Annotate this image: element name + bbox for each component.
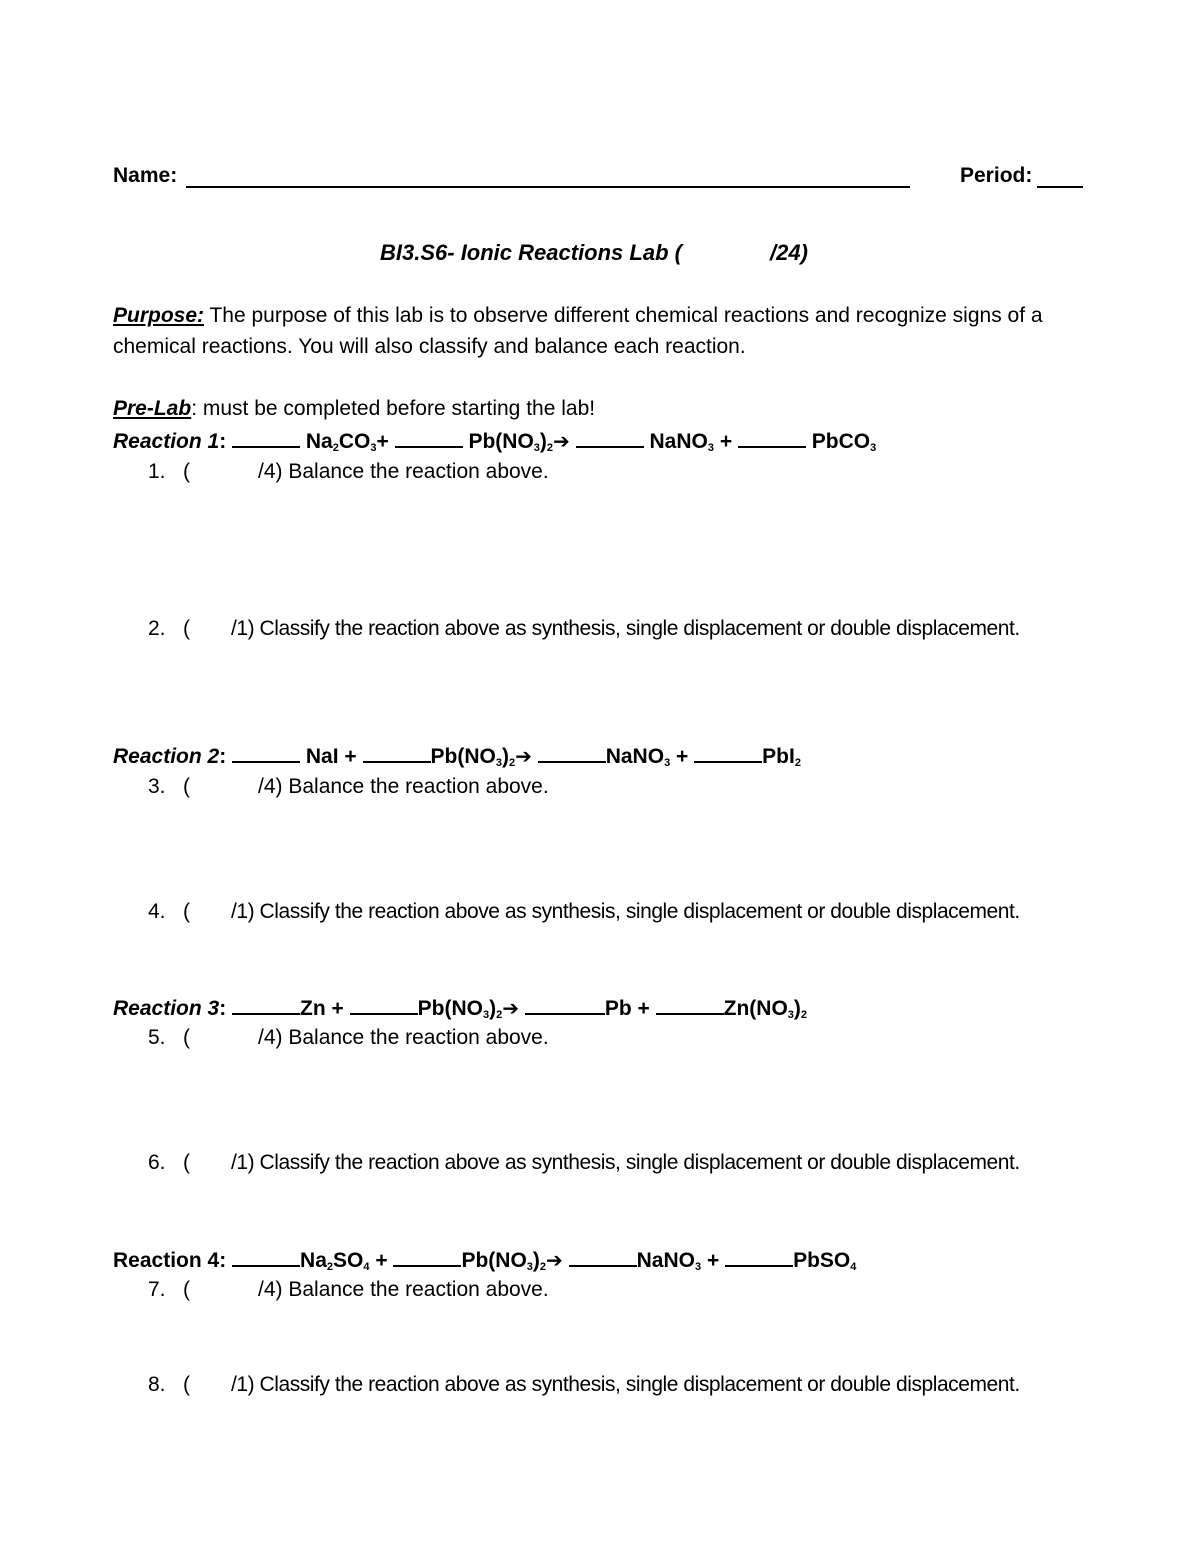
coefficient-blank[interactable]	[232, 428, 300, 448]
subscript: 2	[508, 757, 516, 769]
question-5-text: /4) Balance the reaction above.	[258, 1026, 549, 1049]
subscript: 2	[794, 757, 801, 769]
formula-part: PbCO	[811, 430, 871, 453]
coefficient-blank[interactable]	[363, 743, 431, 763]
purpose-text: The purpose of this lab is to observe different chemical reactions and recognize signs of a	[204, 304, 1043, 327]
purpose-line2: chemical reactions. You will also classify and balance each reaction.	[113, 335, 746, 358]
reaction-label: Reaction 2	[113, 745, 220, 768]
plus-sign: +	[719, 430, 733, 453]
question-4-open: (	[183, 900, 190, 923]
formula-part: Pb(NO	[430, 745, 496, 768]
coefficient-blank[interactable]	[232, 995, 300, 1015]
formula-part: Na	[300, 1249, 327, 1272]
question-6-text: /1) Classify the reaction above as synthesis, single displacement or double displacement.	[231, 1151, 1020, 1174]
subscript: 2	[539, 1261, 547, 1273]
coefficient-blank[interactable]	[725, 1247, 793, 1267]
name-blank[interactable]	[186, 186, 910, 188]
formula-part: Pb +	[604, 997, 650, 1020]
formula-part: NaI +	[305, 745, 357, 768]
reaction-colon: :	[219, 997, 227, 1020]
question-3-open: (	[183, 775, 190, 798]
coefficient-blank[interactable]	[538, 743, 606, 763]
question-7-open: (	[183, 1278, 190, 1301]
subscript: 2	[546, 442, 554, 454]
formula-part: )	[501, 745, 509, 768]
question-8-text: /1) Classify the reaction above as synthesis, single displacement or double displacement.	[231, 1373, 1020, 1396]
formula-part: Zn +	[300, 997, 344, 1020]
question-5-number: 5.	[148, 1026, 166, 1049]
subscript: 3	[664, 757, 671, 769]
formula-part: )	[793, 997, 801, 1020]
formula-part: PbSO	[793, 1249, 851, 1272]
coefficient-blank[interactable]	[738, 428, 806, 448]
subscript: 3	[695, 1261, 702, 1273]
formula-part: SO	[333, 1249, 364, 1272]
question-6-number: 6.	[148, 1151, 166, 1174]
subscript: 4	[850, 1261, 857, 1273]
formula-part: CO	[338, 430, 371, 453]
question-6-open: (	[183, 1151, 190, 1174]
reaction-colon: :	[219, 745, 227, 768]
prelab-label: Pre-Lab	[113, 397, 192, 420]
subscript: 3	[870, 442, 877, 454]
formula-part: Pb(NO	[468, 430, 534, 453]
subscript: 3	[495, 757, 502, 769]
reaction-4-equation	[113, 1247, 856, 1273]
plus-sign: +	[706, 1249, 720, 1272]
coefficient-blank[interactable]	[350, 995, 418, 1015]
formula-part: Pb(NO	[461, 1249, 527, 1272]
arrow-icon: ➔	[546, 1250, 563, 1272]
question-1-number: 1.	[148, 460, 166, 483]
arrow-icon: ➔	[515, 746, 532, 768]
coefficient-blank[interactable]	[694, 743, 762, 763]
prelab-line	[113, 397, 595, 421]
coefficient-blank[interactable]	[656, 995, 724, 1015]
reaction-2-equation	[113, 743, 801, 769]
title-left: BI3.S6- Ionic Reactions Lab (	[380, 240, 682, 265]
subscript: 4	[363, 1261, 370, 1273]
reaction-label: Reaction 1	[113, 430, 220, 453]
subscript: 3	[370, 442, 377, 454]
formula-part: NaNO	[636, 1249, 695, 1272]
prelab-text: : must be completed before starting the lab!	[191, 397, 596, 420]
question-8-number: 8.	[148, 1373, 166, 1396]
formula-part: Na	[305, 430, 333, 453]
question-7-text: /4) Balance the reaction above.	[258, 1278, 549, 1301]
coefficient-blank[interactable]	[232, 1247, 300, 1267]
question-1-text: /4) Balance the reaction above.	[258, 460, 549, 483]
formula-part: Zn(NO	[723, 997, 788, 1020]
subscript: 3	[707, 442, 714, 454]
subscript: 2	[326, 1261, 334, 1273]
coefficient-blank[interactable]	[525, 995, 605, 1015]
subscript: 3	[533, 442, 540, 454]
reaction-colon: :	[219, 430, 227, 453]
period-blank[interactable]	[1037, 186, 1083, 188]
formula-part: PbI	[762, 745, 795, 768]
period-label: Period:	[960, 164, 1033, 187]
purpose-line1	[113, 304, 1043, 328]
arrow-icon: ➔	[553, 431, 570, 453]
coefficient-blank[interactable]	[569, 1247, 637, 1267]
subscript: 2	[496, 1009, 503, 1021]
plus-sign: +	[676, 745, 689, 768]
subscript: 3	[787, 1009, 794, 1021]
name-label: Name:	[113, 164, 178, 187]
subscript: 3	[482, 1009, 490, 1021]
subscript: 3	[526, 1261, 533, 1273]
subscript: 2	[332, 442, 339, 454]
question-8-open: (	[183, 1373, 190, 1396]
plus-sign: +	[375, 1249, 388, 1272]
reaction-3-equation	[113, 995, 807, 1021]
question-2-text: /1) Classify the reaction above as synthesis, single displacement or double displacement.	[231, 617, 1020, 640]
formula-part: )	[532, 1249, 540, 1272]
formula-part: NaNO	[605, 745, 665, 768]
coefficient-blank[interactable]	[576, 428, 644, 448]
subscript: 2	[800, 1009, 808, 1021]
question-2-number: 2.	[148, 617, 166, 640]
question-1-open: (	[183, 460, 190, 483]
reaction-1-equation	[113, 428, 876, 454]
formula-part: )	[489, 997, 497, 1020]
purpose-label: Purpose:	[113, 304, 205, 327]
arrow-icon: ➔	[502, 998, 519, 1020]
plus-sign: +	[376, 430, 389, 453]
question-5-open: (	[183, 1026, 190, 1049]
coefficient-blank[interactable]	[232, 743, 300, 763]
question-4-number: 4.	[148, 900, 166, 923]
question-7-number: 7.	[148, 1278, 166, 1301]
question-3-number: 3.	[148, 775, 166, 798]
title-right: /24)	[770, 240, 808, 265]
question-3-text: /4) Balance the reaction above.	[258, 775, 549, 798]
formula-part: )	[539, 430, 547, 453]
reaction-label: Reaction 4:	[113, 1249, 227, 1272]
coefficient-blank[interactable]	[393, 1247, 461, 1267]
formula-part: Pb(NO	[417, 997, 483, 1020]
coefficient-blank[interactable]	[395, 428, 463, 448]
question-2-open: (	[183, 617, 190, 640]
reaction-label: Reaction 3	[113, 997, 220, 1020]
question-4-text: /1) Classify the reaction above as synthesis, single displacement or double displacement.	[231, 900, 1020, 923]
formula-part: NaNO	[649, 430, 708, 453]
